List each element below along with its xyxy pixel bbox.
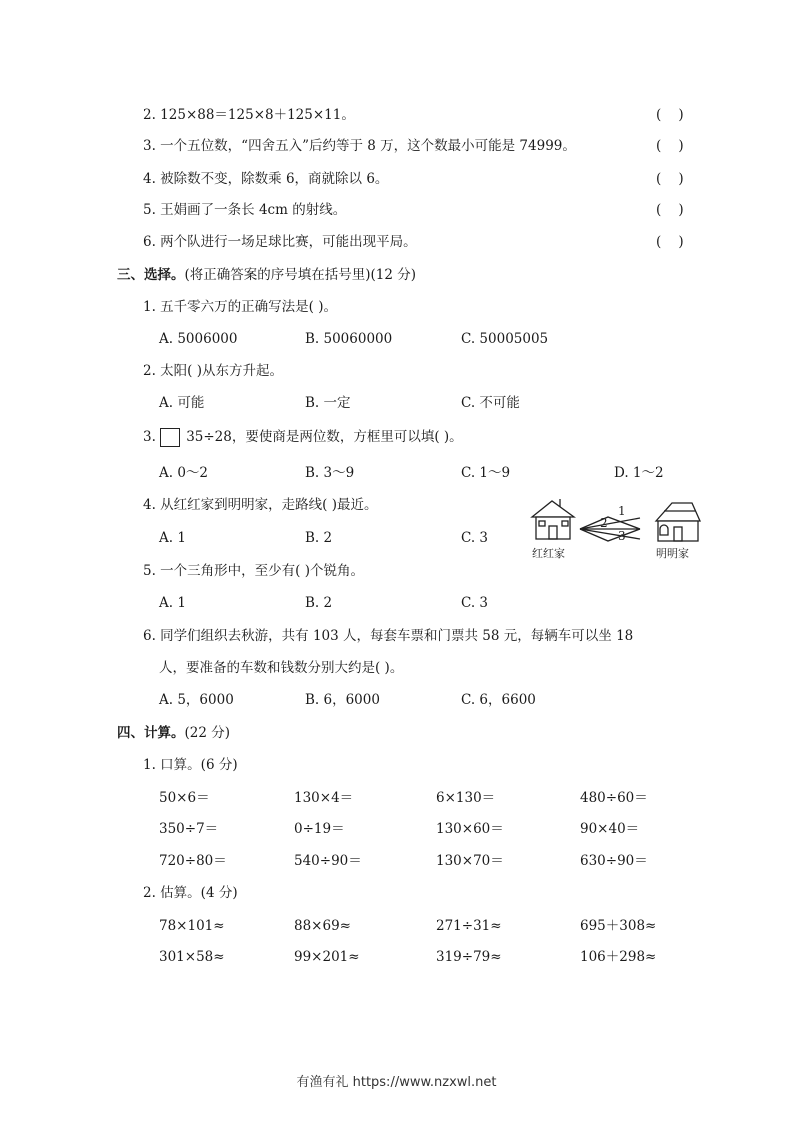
answer-paren[interactable]: ( ) [656, 171, 684, 187]
oral-problem[interactable]: 540÷90＝ [294, 853, 362, 869]
choice-question-4: 4. 从红红家到明明家，走路线( )最近。 [143, 497, 378, 513]
answer-paren[interactable]: ( ) [656, 107, 684, 123]
option-a[interactable]: A. 0～2 [159, 465, 209, 481]
heading-note: (将正确答案的序号填在括号里)(12 分) [184, 267, 417, 283]
option-d[interactable]: D. 1～2 [614, 465, 664, 481]
option-c[interactable]: C. 6，6600 [461, 692, 536, 708]
oral-problem[interactable]: 50×6＝ [159, 790, 210, 806]
choice-question-6-line2: 人，要准备的车数和钱数分别大约是( )。 [159, 660, 404, 676]
judge-item-4: 4. 被除数不变，除数乘 6，商就除以 6。 [143, 171, 389, 187]
choice-question-5: 5. 一个三角形中，至少有( )个锐角。 [143, 563, 364, 579]
estimate-problem[interactable]: 106＋298≈ [580, 949, 657, 965]
oral-problem[interactable]: 90×40＝ [580, 821, 640, 837]
estimate-problem[interactable]: 99×201≈ [294, 949, 360, 965]
heading-note: (22 分) [184, 725, 231, 741]
estimate-problem[interactable]: 319÷79≈ [436, 949, 502, 965]
oral-problem[interactable]: 350÷7＝ [159, 821, 219, 837]
option-b[interactable]: B. 50060000 [305, 331, 393, 347]
estimate-problem[interactable]: 78×101≈ [159, 918, 225, 934]
option-b[interactable]: B. 2 [305, 530, 333, 546]
oral-problem[interactable]: 720÷80＝ [159, 853, 227, 869]
oral-problem[interactable]: 630÷90＝ [580, 853, 648, 869]
option-c[interactable]: C. 1～9 [461, 465, 511, 481]
oral-problem[interactable]: 0÷19＝ [294, 821, 345, 837]
oral-problem[interactable]: 6×130＝ [436, 790, 496, 806]
section-heading-calc [117, 724, 230, 742]
question-number: 3. [143, 429, 156, 445]
blank-square[interactable] [160, 428, 180, 447]
figure-label-left: 红红家 [532, 547, 565, 560]
heading-title: 四、计算。 [117, 725, 185, 741]
estimate-problem[interactable]: 88×69≈ [294, 918, 351, 934]
figure-label-right: 明明家 [656, 547, 689, 560]
answer-paren[interactable]: ( ) [656, 234, 684, 250]
estimate-title: 2. 估算。(4 分) [143, 885, 238, 901]
judge-item-5: 5. 王娟画了一条长 4cm 的射线。 [143, 202, 347, 218]
choice-question-6-line1: 6. 同学们组织去秋游，共有 103 人，每套车票和门票共 58 元，每辆车可以坐 18 [143, 628, 634, 644]
route-label-2: 2 [600, 516, 608, 530]
option-a[interactable]: A. 5006000 [159, 331, 238, 347]
footer-watermark: 有渔有礼 https://www.nzxwl.net [296, 1075, 497, 1090]
house-icon [656, 503, 700, 541]
route-figure [522, 493, 702, 565]
option-a[interactable]: A. 5，6000 [159, 692, 234, 708]
option-c[interactable]: C. 3 [461, 595, 489, 611]
oral-calc-title: 1. 口算。(6 分) [143, 757, 238, 773]
heading-title: 三、选择。 [117, 267, 185, 283]
route-label-3: 3 [618, 529, 626, 543]
option-c[interactable]: C. 50005005 [461, 331, 549, 347]
choice-question-1: 1. 五千零六万的正确写法是( )。 [143, 299, 337, 315]
answer-paren[interactable]: ( ) [656, 138, 684, 154]
question-text: 35÷28，要使商是两位数，方框里可以填( )。 [186, 429, 463, 445]
oral-problem[interactable]: 130×60＝ [436, 821, 504, 837]
option-b[interactable]: B. 2 [305, 595, 333, 611]
option-a[interactable]: A. 1 [159, 530, 186, 546]
option-c[interactable]: C. 3 [461, 530, 489, 546]
judge-item-6: 6. 两个队进行一场足球比赛，可能出现平局。 [143, 234, 417, 250]
section-heading-choice [117, 266, 416, 284]
estimate-problem[interactable]: 301×58≈ [159, 949, 225, 965]
option-b[interactable]: B. 3～9 [305, 465, 355, 481]
oral-problem[interactable]: 130×4＝ [294, 790, 354, 806]
option-b[interactable]: B. 一定 [305, 395, 351, 411]
oral-problem[interactable]: 480÷60＝ [580, 790, 648, 806]
option-a[interactable]: A. 1 [159, 595, 186, 611]
choice-question-2: 2. 太阳( )从东方升起。 [143, 363, 283, 379]
option-a[interactable]: A. 可能 [159, 395, 205, 411]
house-icon [532, 499, 574, 539]
answer-paren[interactable]: ( ) [656, 202, 684, 218]
option-b[interactable]: B. 6，6000 [305, 692, 380, 708]
judge-item-3: 3. 一个五位数，“四舍五入”后约等于 8 万，这个数最小可能是 74999。 [143, 138, 576, 154]
choice-question-3 [143, 428, 463, 447]
judge-item-2: 2. 125×88＝125×8＋125×11。 [143, 107, 355, 123]
route-lines [580, 517, 640, 541]
estimate-problem[interactable]: 695＋308≈ [580, 918, 657, 934]
route-label-1: 1 [618, 504, 626, 518]
estimate-problem[interactable]: 271÷31≈ [436, 918, 502, 934]
oral-problem[interactable]: 130×70＝ [436, 853, 504, 869]
option-c[interactable]: C. 不可能 [461, 395, 520, 411]
